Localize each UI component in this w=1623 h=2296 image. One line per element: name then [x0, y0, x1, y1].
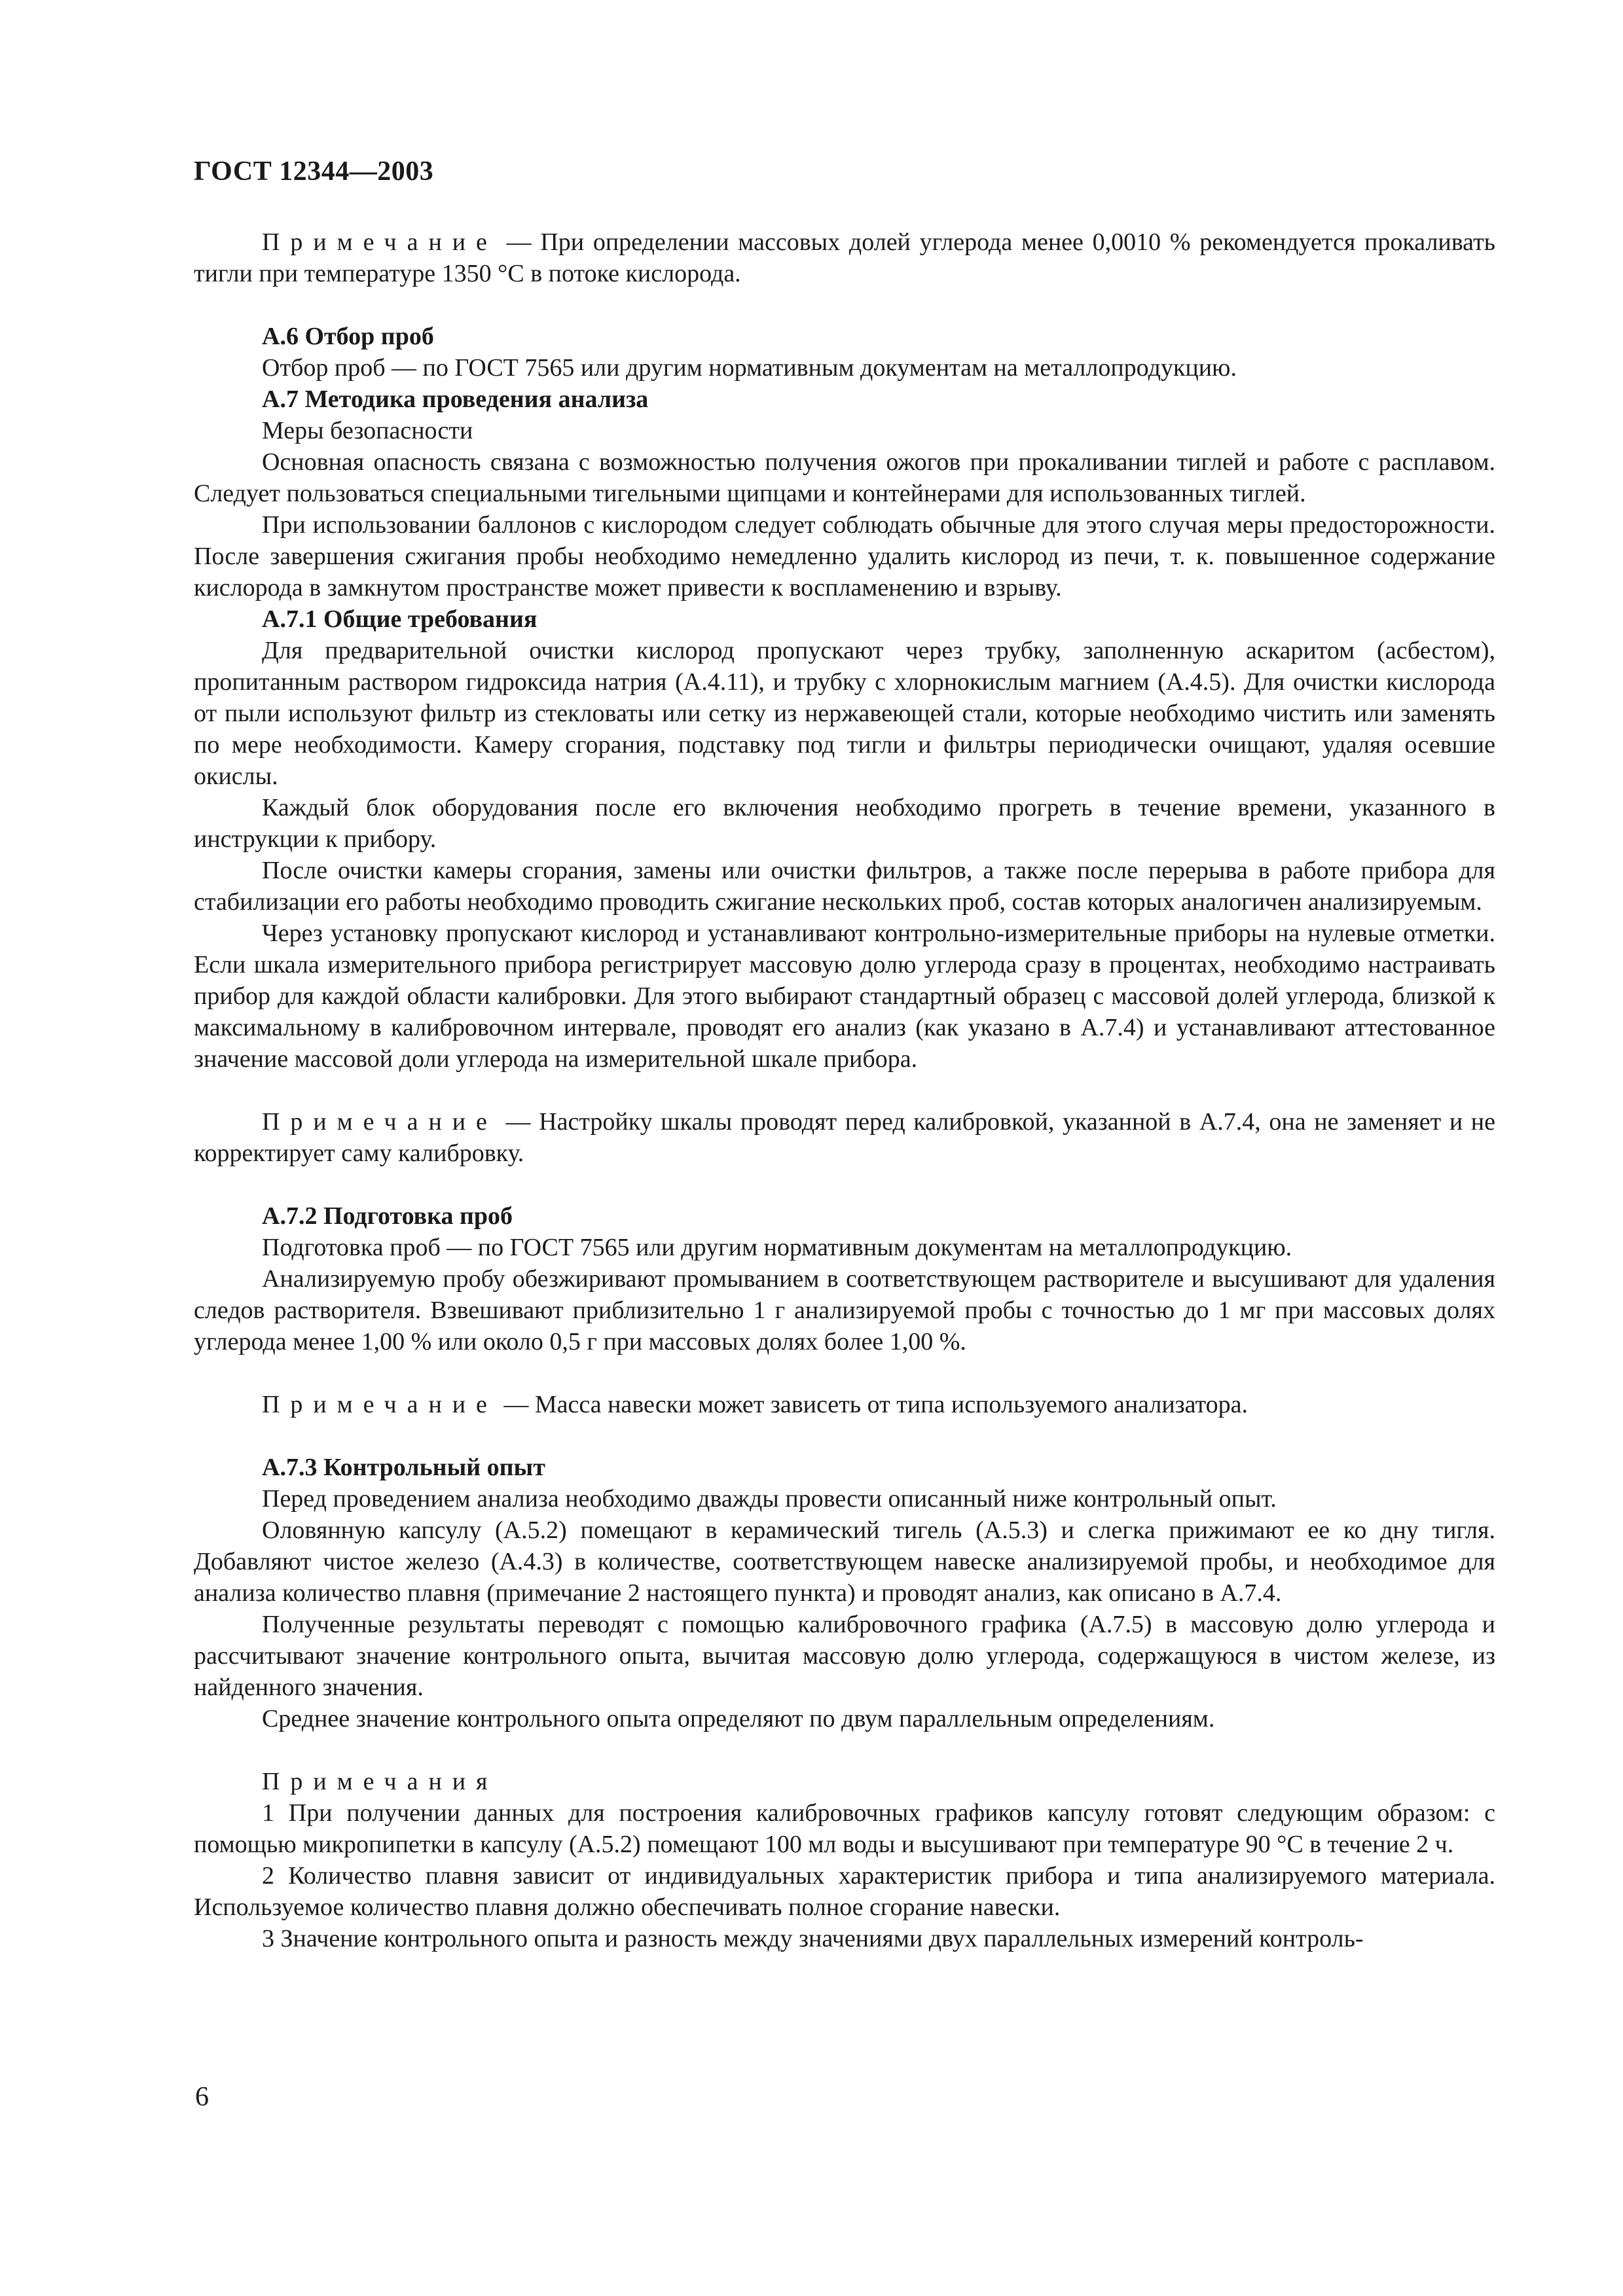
body-paragraph: Полученные результаты переводят с помощью калибровочного графика (А.7.5) в массовую долю углерода и рассчитывают значение контрольного опыта, вычитая массовую долю углерода, содержащуюся в чистом железе, из найденного значения.	[194, 1611, 1495, 1701]
body-paragraph: После очистки камеры сгорания, замены или очистки фильтров, а также после перерыва в работе прибора для стабилизации его работы необходимо проводить сжигание нескольких проб, состав которых аналогичен анализируемым.	[194, 857, 1495, 916]
body-paragraph: Отбор проб — по ГОСТ 7565 или другим нормативным документам на металлопродукцию.	[262, 354, 1237, 382]
body-paragraph: Подготовка проб — по ГОСТ 7565 или другим нормативным документам на металлопродукцию.	[262, 1234, 1292, 1261]
note-item: 2 Количество плавня зависит от индивидуальных характеристик прибора и типа анализируемого материала. Используемое количество плавня должно обеспечивать полное сгорание навески.	[194, 1862, 1495, 1921]
subsection-heading: А.7.3 Контрольный опыт	[262, 1454, 545, 1481]
note-label: Примечание	[262, 228, 498, 256]
note-text: — Масса навески может зависеть от типа используемого анализатора.	[503, 1391, 1249, 1418]
note-text: — Настройку шкалы проводят перед калибровкой, указанной в А.7.4, она не заменяет и не корректирует саму калибровку.	[194, 1108, 1495, 1167]
note-label: Примечание	[262, 1108, 498, 1136]
body-paragraph: Основная опасность связана с возможностью получения ожогов при прокаливании тиглей и работе с расплавом. Следует пользоваться специальными тигельными щипцами и контейнерами для использованных тиглей.	[194, 448, 1495, 507]
note-item: 3 Значение контрольного опыта и разность между значениями двух параллельных измерений контроль-	[262, 1925, 1364, 1952]
section-heading: А.6 Отбор проб	[262, 323, 434, 350]
notes-label: Примечания	[262, 1768, 498, 1795]
note-text: — При определении массовых долей углерода менее 0,0010 % рекомендуется прокаливать тигли при температуре 1350 °С в потоке кислорода.	[194, 228, 1496, 287]
note-paragraph	[194, 1389, 1495, 1420]
document-header: ГОСТ 12344—2003	[194, 156, 434, 187]
body-paragraph: Каждый блок оборудования после его включения необходимо прогреть в течение времени, указанного в инструкции к прибору.	[194, 794, 1495, 853]
body-paragraph: Перед проведением анализа необходимо дважды провести описанный ниже контрольный опыт.	[262, 1485, 1277, 1513]
section-heading: А.7 Методика проведения анализа	[262, 386, 649, 413]
note-paragraph	[194, 226, 1495, 289]
body-paragraph: Анализируемую пробу обезжиривают промыванием в соответствующем растворителе и высушивают для удаления следов растворителя. Взвешивают приблизительно 1 г анализируемой пробы с точностью до 1 мг при массовых долях углерода менее 1,00 % или около 0,5 г при массовых долях более 1,00 %.	[194, 1265, 1495, 1355]
document-body	[194, 226, 1495, 1954]
body-paragraph: При использовании баллонов с кислородом следует соблюдать обычные для этого случая меры предосторожности. После завершения сжигания пробы необходимо немедленно удалить кислород из печи, т. к. повышенное содержание кислорода в замкнутом пространстве может привести к воспламенению и взрыву.	[194, 511, 1495, 601]
note-label: Примечание	[262, 1391, 498, 1418]
body-paragraph: Меры безопасности	[262, 417, 473, 444]
body-paragraph: Среднее значение контрольного опыта определяют по двум параллельным определениям.	[262, 1705, 1215, 1732]
note-paragraph	[194, 1106, 1495, 1169]
body-paragraph: Через установку пропускают кислород и устанавливают контрольно-измерительные приборы на нулевые отметки. Если шкала измерительного прибора регистрирует массовую долю углерода сразу в процентах, необходимо настраивать прибор для каждой области калибровки. Для этого выбирают стандартный образец с массовой долей углерода, близкой к максимальному в калибровочном интервале, проводят его анализ (как указано в А.7.4) и устанавливают аттестованное значение массовой доли углерода на измерительной шкале прибора.	[194, 920, 1495, 1073]
notes-heading	[194, 1766, 1495, 1797]
page-number: 6	[195, 2082, 209, 2112]
subsection-heading: А.7.2 Подготовка проб	[262, 1202, 513, 1230]
note-item: 1 При получении данных для построения калибровочных графиков капсулу готовят следующим образом: с помощью микропипетки в капсулу (А.5.2) помещают 100 мл воды и высушивают при температуре 90 °С в течение 2 ч.	[194, 1799, 1495, 1858]
subsection-heading: А.7.1 Общие требования	[262, 605, 538, 633]
body-paragraph: Для предварительной очистки кислород пропускают через трубку, заполненную аскаритом (асбестом), пропитанным раствором гидроксида натрия (А.4.11), и трубку с хлорнокислым магнием (А.4.5). Для очистки кислорода от пыли используют фильтр из стекловаты или сетку из нержавеющей стали, которые необходимо чистить или заменять по мере необходимости. Камеру сгорания, подставку под тигли и фильтры периодически очищают, удаляя осевшие окислы.	[194, 637, 1495, 790]
body-paragraph: Оловянную капсулу (А.5.2) помещают в керамический тигель (А.5.3) и слегка прижимают ее ко дну тигля. Добавляют чистое железо (А.4.3) в количестве, соответствующем навеске анализируемой пробы, и необходимое для анализа количество плавня (примечание 2 настоящего пункта) и проводят анализ, как описано в А.7.4.	[194, 1516, 1495, 1607]
